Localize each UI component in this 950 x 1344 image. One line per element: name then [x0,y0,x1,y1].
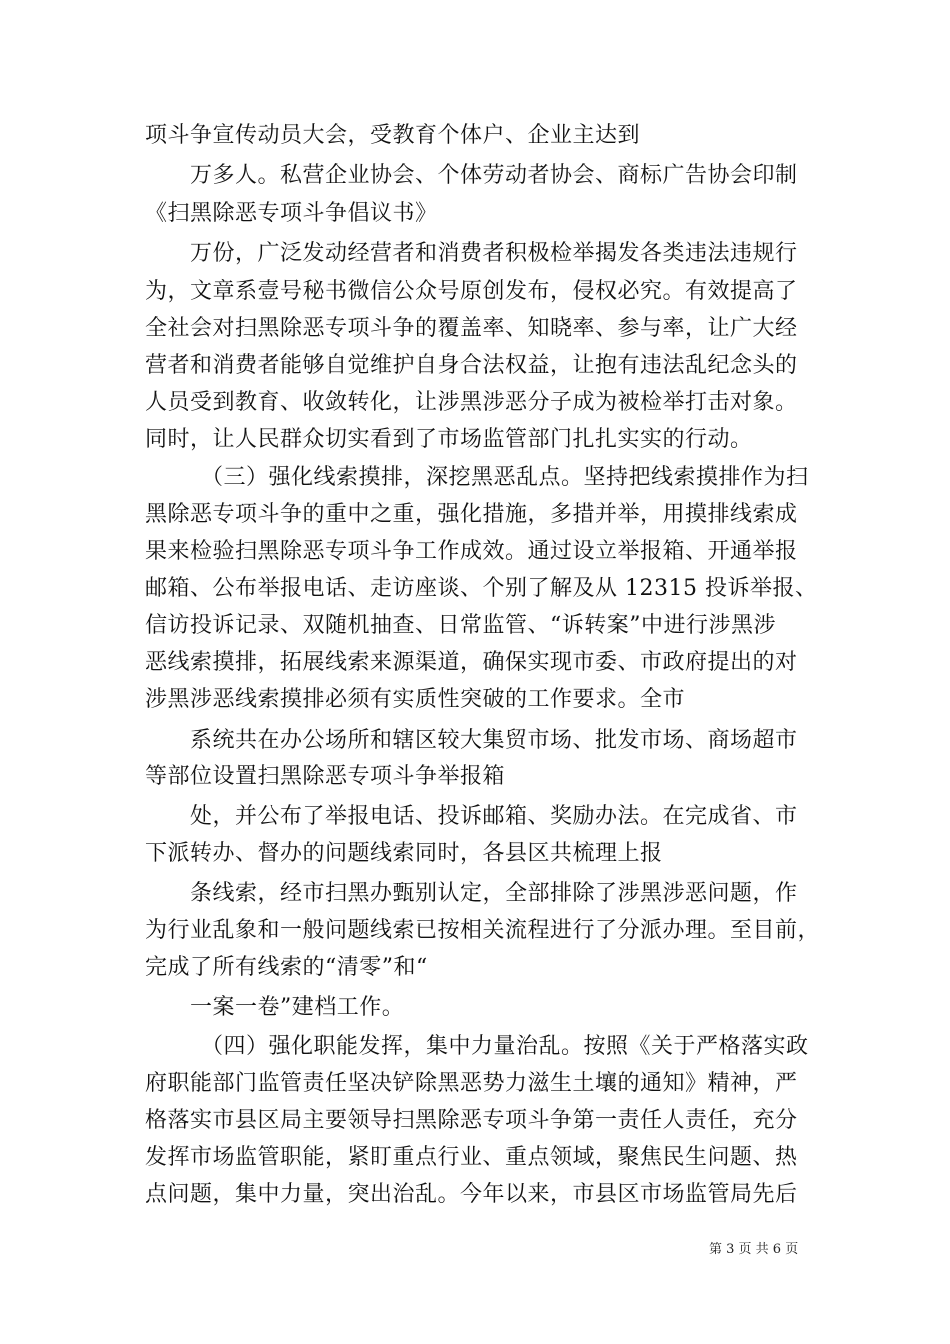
text-line: 下派转办、督办的问题线索同时，各县区共梳理上报 [145,841,663,866]
text-line: 项斗争宣传动员大会，受教育个体户、企业主达到 [145,123,641,148]
text-line: （四）强化职能发挥，集中力量治乱。按照《关于严格落实政 [201,1034,809,1059]
text-line: 完成了所有线索的“清零”和“ [145,955,428,980]
text-line: 果来检验扫黑除恶专项斗争工作成效。通过设立举报箱、开通举报 [145,539,798,564]
text-line: 涉黑涉恶线索摸排必须有实质性突破的工作要求。全市 [145,687,686,712]
text-line: 恶线索摸排，拓展线索来源渠道，确保实现市委、市政府提出的对 [145,650,798,675]
text-line: 处，并公布了举报电话、投诉邮箱、奖励办法。在完成省、市 [190,804,798,829]
text-line: 格落实市县区局主要领导扫黑除恶专项斗争第一责任人责任，充分 [145,1108,798,1133]
text-line: 条线索，经市扫黑办甄别认定，全部排除了涉黑涉恶问题，作 [190,881,798,906]
text-line: 全社会对扫黑除恶专项斗争的覆盖率、知晓率、参与率，让广大经 [145,316,798,341]
text-line: 人员受到教育、收敛转化，让涉黑涉恶分子成为被检举打击对象。 [145,390,798,415]
text-line: 为行业乱象和一般问题线索已按相关流程进行了分派办理。至目前， [145,918,821,943]
text-line: 万份，广泛发动经营者和消费者积极检举揭发各类违法违规行 [190,241,798,266]
text-line: 系统共在办公场所和辖区较大集贸市场、批发市场、商场超市 [190,728,798,753]
text-line: 发挥市场监管职能，紧盯重点行业、重点领域，聚焦民生问题、热 [145,1145,798,1170]
text-line: （三）强化线索摸排，深挖黑恶乱点。坚持把线索摸排作为扫 [201,465,809,490]
text-line: 万多人。私营企业协会、个体劳动者协会、商标广告协会印制 [190,163,798,188]
text-line: 为，文章系壹号秘书微信公众号原创发布，侵权必究。有效提高了 [145,279,798,304]
text-line: 邮箱、公布举报电话、走访座谈、个别了解及从 12315 投诉举报、 [145,576,818,601]
text-line: 一案一卷”建档工作。 [190,995,405,1020]
text-line: 等部位设置扫黑除恶专项斗争举报箱 [145,764,506,789]
text-line: 府职能部门监管责任坚决铲除黑恶势力滋生土壤的通知》精神，严 [145,1071,798,1096]
text-line: 《扫黑除恶专项斗争倡议书》 [145,201,438,226]
text-line: 黑除恶专项斗争的重中之重，强化措施，多措并举，用摸排线索成 [145,502,798,527]
text-line: 点问题，集中力量，突出治乱。今年以来，市县区市场监管局先后 [145,1182,798,1207]
text-line: 信访投诉记录、双随机抽查、日常监管、“诉转案”中进行涉黑涉 [145,613,776,638]
text-line: 营者和消费者能够自觉维护自身合法权益，让抱有违法乱纪念头的 [145,353,798,378]
page-number: 第 3 页 共 6 页 [709,1242,799,1257]
text-line: 同时，让人民群众切实看到了市场监管部门扎扎实实的行动。 [145,427,753,452]
